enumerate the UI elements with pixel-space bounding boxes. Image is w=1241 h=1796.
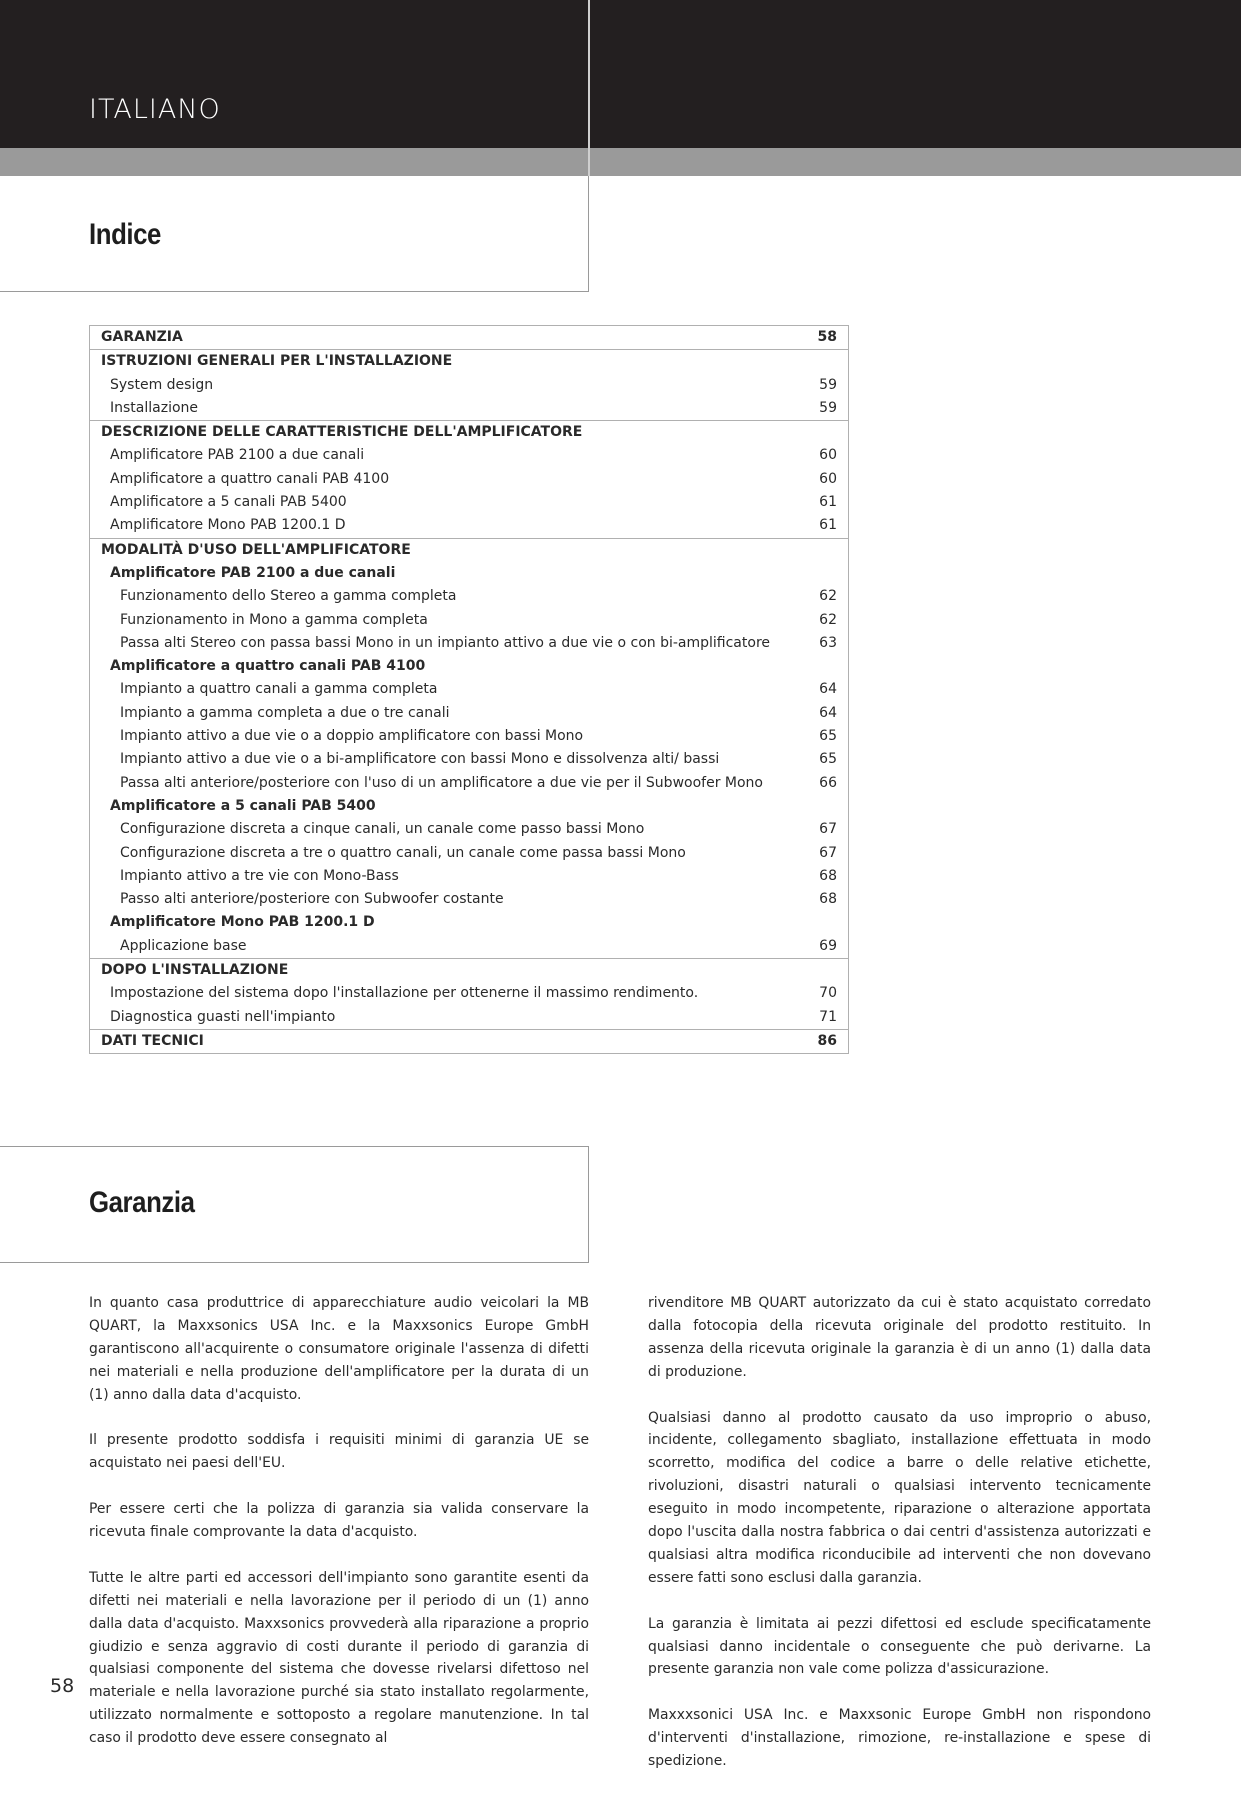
toc-entry-title: GARANZIA [101, 329, 183, 345]
indice-title: Indice [89, 218, 161, 251]
garanzia-paragraph: La garanzia è limitata ai pezzi difettosi ed esclude specificatamente qualsiasi danno incidentale o conseguente che può derivarne. La presente garanzia non vale come polizza d'assicurazione. [648, 1615, 1151, 1678]
page-number: 58 [50, 1675, 75, 1697]
garanzia-paragraph: In quanto casa produttrice di apparecchiature audio veicolari la MB QUART, la Maxxsonics USA Inc. e la Maxxsonics Europe GmbH garantiscono all'acquirente o consumatore originale l'assenza di difetti nei materiali e nella produzione dell'amplificatore per la durata di un (1) anno dalla data d'acquisto. [89, 1295, 589, 1403]
toc-entry-title: Amplificatore a quattro canali PAB 4100 [110, 470, 390, 487]
toc-entry-page: 59 [819, 399, 837, 416]
toc-entry-title: Impostazione del sistema dopo l'installazione per ottenerne il massimo rendimento. [110, 985, 699, 1002]
toc-entry [90, 959, 848, 982]
toc-entry-page: 62 [819, 588, 837, 605]
garanzia-paragraph: rivenditore MB QUART autorizzato da cui è stato acquistato corredato dalla fotocopia della ricevuta originale del prodotto restituito. In assenza della ricevuta originale la garanzia è di un anno (1) dalla data di produzione. [648, 1295, 1151, 1380]
toc-entry-title: DATI TECNICI [101, 1032, 204, 1049]
garanzia-title: Garanzia [89, 1186, 195, 1219]
toc-entry [90, 468, 848, 491]
toc-entry-title: Impianto attivo a due vie o a doppio amplificatore con bassi Mono [120, 728, 584, 745]
toc-entry-title: Passa alti anteriore/posteriore con l'uso di un amplificatore a due vie per il Subwoofer Mono [120, 774, 763, 791]
toc-entry-page: 65 [819, 751, 837, 768]
toc-section [90, 326, 848, 349]
toc-entry-page: 66 [819, 774, 837, 791]
toc-entry-title: Funzionamento in Mono a gamma completa [120, 611, 428, 628]
toc-entry-page: 68 [819, 867, 837, 884]
toc-entry-title: Amplificatore Mono PAB 1200.1 D [110, 914, 375, 931]
toc-entry [90, 888, 848, 911]
toc-entry [90, 865, 848, 888]
toc-section [90, 538, 848, 958]
toc-entry-page: 67 [819, 844, 837, 861]
toc-entry-title: DESCRIZIONE DELLE CARATTERISTICHE DELL'AMPLIFICATORE [101, 424, 583, 441]
toc-entry [90, 374, 848, 397]
garanzia-paragraph: Per essere certi che la polizza di garanzia sia valida conservare la ricevuta finale comprovante la data d'acquisto. [89, 1501, 589, 1541]
toc-entry-title: System design [110, 376, 214, 393]
toc-entry [90, 1030, 848, 1053]
toc-entry-page: 70 [819, 985, 837, 1002]
toc-entry [90, 1006, 848, 1029]
toc-entry [90, 795, 848, 818]
toc-entry-page: 71 [819, 1008, 837, 1025]
toc-entry [90, 935, 848, 958]
toc-entry [90, 585, 848, 608]
toc-entry-page: 60 [819, 470, 837, 487]
toc-entry-title: Impianto attivo a due vie o a bi-amplificatore con bassi Mono e dissolvenza alti/ bassi [120, 751, 720, 768]
header-divider [588, 0, 590, 176]
garanzia-paragraph: Qualsiasi danno al prodotto causato da uso improprio o abuso, incidente, collegamento sbagliato, installazione effettuata in modo scorretto, modifica del codice a barre o delle relative etichette, rivoluzioni, disastri naturali o qualsiasi intervento tecnicamente eseguito in modo incompetente, riparazione o alterazione apportata dopo l'uscita dalla nostra fabbrica o dai centri d'assistenza autorizzati e qualsiasi altra modifica riconducibile ad interventi che non dovevano essere fatti sono esclusi dalla garanzia. [648, 1409, 1151, 1586]
toc-entry [90, 326, 848, 349]
toc-entry-page: 67 [819, 821, 837, 838]
toc-entry [90, 491, 848, 514]
toc-entry-title: Configurazione discreta a cinque canali, un canale come passo bassi Mono [120, 821, 645, 838]
toc-entry [90, 655, 848, 678]
toc-entry [90, 444, 848, 467]
toc-entry-title: Amplificatore Mono PAB 1200.1 D [110, 517, 346, 534]
toc-entry-title: Impianto attivo a tre vie con Mono-Bass [120, 867, 399, 884]
toc-entry-page: 60 [819, 447, 837, 464]
toc-entry-title: Impianto a gamma completa a due o tre canali [120, 704, 450, 721]
toc-entry [90, 842, 848, 865]
toc-entry-title: MODALITÀ D'USO DELL'AMPLIFICATORE [101, 541, 411, 558]
toc-entry-title: Configurazione discreta a tre o quattro canali, un canale come passa bassi Mono [120, 844, 686, 861]
toc-entry-page: 69 [819, 937, 837, 954]
toc-entry [90, 562, 848, 585]
toc-entry-page: 59 [819, 376, 837, 393]
toc-entry-page: 65 [819, 728, 837, 745]
toc-entry [90, 702, 848, 725]
toc-entry [90, 514, 848, 537]
toc-entry [90, 982, 848, 1005]
header-band [0, 0, 1241, 148]
toc-entry-title: Amplificatore a quattro canali PAB 4100 [110, 658, 426, 675]
toc-entry-title: Passo alti anteriore/posteriore con Subwoofer costante [120, 891, 504, 908]
toc-entry-title: Diagnostica guasti nell'impianto [110, 1008, 336, 1025]
toc-section [90, 349, 848, 420]
toc-entry [90, 609, 848, 632]
garanzia-right-column [648, 1292, 1151, 1796]
toc-entry-title: Installazione [110, 399, 199, 416]
toc-entry [90, 632, 848, 655]
toc-entry-page: 68 [819, 891, 837, 908]
toc-entry-page: 61 [819, 494, 837, 511]
toc-entry [90, 539, 848, 562]
toc-entry-title: Passa alti Stereo con passa bassi Mono in un impianto attivo a due vie o con bi-amplificatore [120, 634, 771, 651]
toc-entry-page: 64 [819, 681, 837, 698]
toc-entry [90, 397, 848, 420]
toc-entry [90, 772, 848, 795]
toc-entry-title: Amplificatore PAB 2100 a due canali [110, 447, 365, 464]
table-of-contents [89, 325, 849, 1054]
toc-entry-title: ISTRUZIONI GENERALI PER L'INSTALLAZIONE [101, 353, 453, 370]
toc-section [90, 1029, 848, 1053]
toc-entry [90, 725, 848, 748]
toc-entry-title: Amplificatore PAB 2100 a due canali [110, 564, 396, 581]
toc-entry [90, 748, 848, 771]
toc-entry [90, 350, 848, 373]
toc-entry-page: 86 [817, 1032, 837, 1049]
toc-section [90, 958, 848, 1029]
language-label: ITALIANO [89, 94, 221, 125]
garanzia-paragraph: Tutte le altre parti ed accessori dell'impianto sono garantite esenti da difetti nei materiali e nella lavorazione per il periodo di un (1) anno dalla data d'acquisto. Maxxsonics provvederà alla riparazione a proprio giudizio e senza aggravio di costi durante il periodo di garanzia di qualsiasi componente del sistema che dovesse rivelarsi difettoso nel materiale e nella lavorazione purché sia stato installato regolarmente, utilizzato normalmente e sottoposto a regolare manutenzione. In tal caso il prodotto deve essere consegnato al [89, 1569, 589, 1747]
header-stripe [0, 148, 1241, 176]
toc-entry-title: Impianto a quattro canali a gamma completa [120, 681, 438, 698]
garanzia-left-column [89, 1292, 589, 1773]
toc-entry-title: Amplificatore a 5 canali PAB 5400 [110, 494, 347, 511]
toc-entry-page: 61 [819, 517, 837, 534]
toc-entry-page: 62 [819, 611, 837, 628]
toc-entry-title: Amplificatore a 5 canali PAB 5400 [110, 797, 376, 814]
toc-entry [90, 818, 848, 841]
garanzia-paragraph: Il presente prodotto soddisfa i requisiti minimi di garanzia UE se acquistato nei paesi dell'EU. [89, 1432, 589, 1472]
toc-entry-title: DOPO L'INSTALLAZIONE [101, 962, 289, 979]
toc-section [90, 420, 848, 537]
toc-entry [90, 911, 848, 934]
toc-entry-title: Applicazione base [120, 937, 247, 954]
toc-entry-page: 63 [819, 634, 837, 651]
toc-entry [90, 678, 848, 701]
toc-entry [90, 421, 848, 444]
garanzia-paragraph: Maxxxsonici USA Inc. e Maxxsonic Europe GmbH non rispondono d'interventi d'installazione, rimozione, re-installazione e spese di spedizione. [648, 1707, 1151, 1770]
toc-entry-page: 64 [819, 704, 837, 721]
toc-entry-page: 58 [817, 329, 837, 345]
toc-entry-title: Funzionamento dello Stereo a gamma completa [120, 588, 457, 605]
